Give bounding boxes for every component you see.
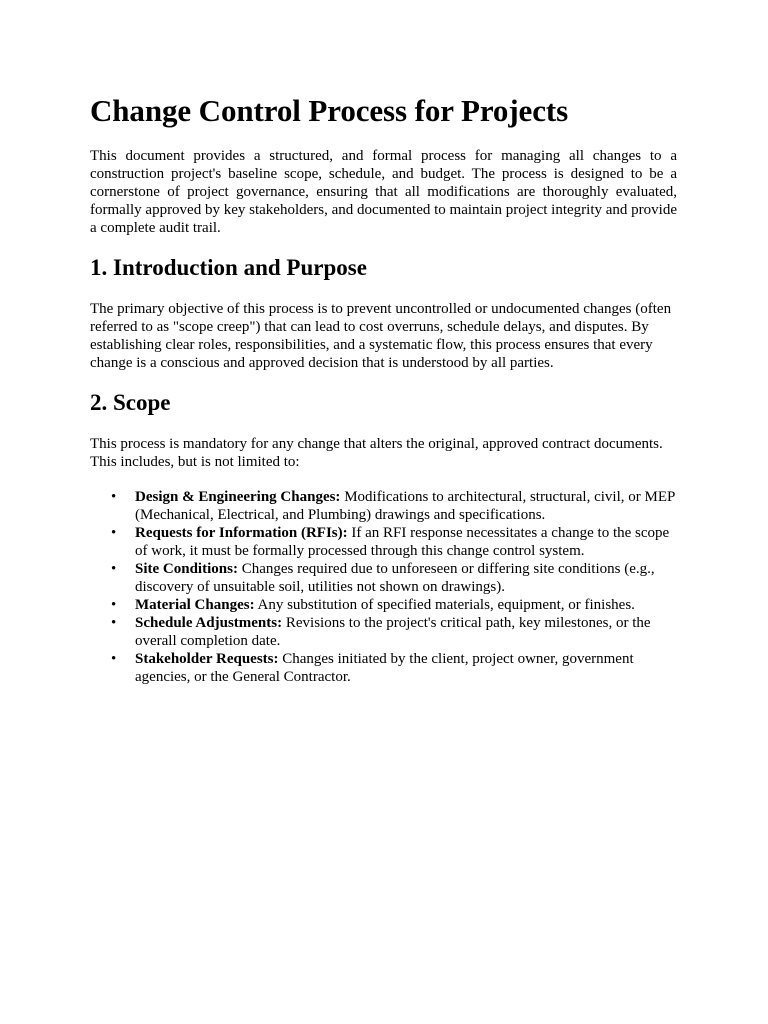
- bullet-icon: •: [111, 651, 117, 667]
- bullet-icon: •: [111, 489, 117, 505]
- list-item-term: Site Conditions:: [135, 561, 238, 577]
- list-item-text: Modifications to architectural, structural, civil, or MEP (Mechanical, Electrical, and Plumbing) drawings and specifications.: [135, 489, 675, 523]
- bullet-icon: •: [111, 597, 117, 613]
- list-item: [111, 614, 677, 650]
- list-item: [111, 488, 677, 524]
- document-title: Change Control Process for Projects: [90, 93, 569, 128]
- list-item-text: Revisions to the project's critical path, key milestones, or the overall completion date.: [135, 615, 651, 649]
- list-item-term: Material Changes:: [135, 597, 255, 613]
- bullet-icon: •: [111, 615, 117, 631]
- list-item: [111, 596, 677, 614]
- list-item-text: Changes required due to unforeseen or differing site conditions (e.g., discovery of unsuitable soil, utilities not shown on drawings).: [135, 561, 655, 595]
- bullet-icon: •: [111, 561, 117, 577]
- intro-paragraph: This document provides a structured, and formal process for managing all changes to a construction project's baseline scope, schedule, and budget. The process is designed to be a cornerstone of project governance, ensuring that all modifications are thoroughly evaluated, formally approved by key stakeholders, and documented to maintain project integrity and provide a complete audit trail.: [90, 148, 677, 236]
- bullet-icon: •: [111, 525, 117, 541]
- list-item-term: Stakeholder Requests:: [135, 651, 279, 667]
- scope-change-types-list: [90, 488, 677, 686]
- list-item: [111, 650, 677, 686]
- list-item-term: Design & Engineering Changes:: [135, 489, 341, 505]
- purpose-paragraph: The primary objective of this process is to prevent uncontrolled or undocumented changes (often referred to as "scope creep") that can lead to cost overruns, schedule delays, and disputes. By establishing clear roles, responsibilities, and a systematic flow, this process ensures that every change is a conscious and approved decision that is understood by all parties.: [90, 301, 672, 371]
- section-heading-introduction: 1. Introduction and Purpose: [90, 255, 367, 280]
- list-item-term: Schedule Adjustments:: [135, 615, 283, 631]
- scope-paragraph: This process is mandatory for any change that alters the original, approved contract documents. This includes, but is not limited to:: [90, 436, 663, 470]
- section-heading-scope: 2. Scope: [90, 390, 171, 415]
- list-item-text: Any substitution of specified materials, equipment, or finishes.: [254, 597, 635, 613]
- list-item-term: Requests for Information (RFIs):: [135, 525, 348, 541]
- list-item-text: Changes initiated by the client, project owner, government agencies, or the General Contractor.: [135, 651, 634, 685]
- list-item-text: If an RFI response necessitates a change to the scope of work, it must be formally processed through this change control system.: [135, 525, 670, 559]
- list-item: [111, 524, 677, 560]
- list-item: [111, 560, 677, 596]
